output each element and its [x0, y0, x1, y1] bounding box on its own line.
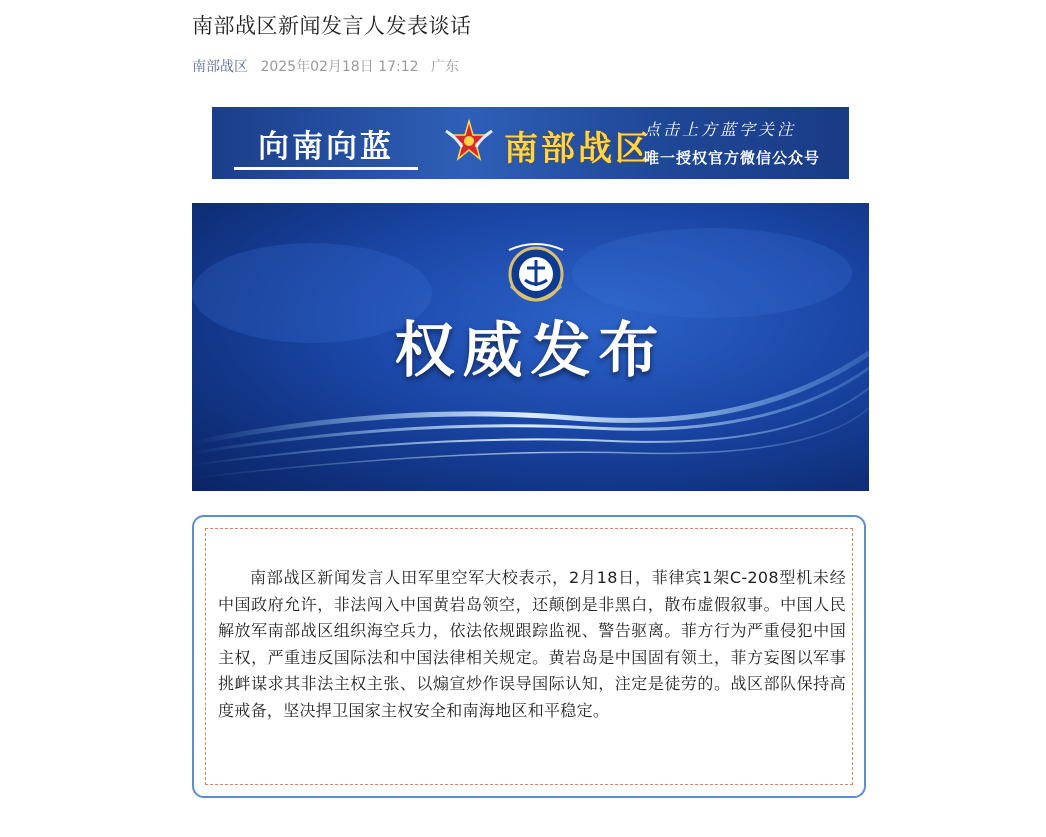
publish-location: 广东: [430, 59, 459, 75]
banner-follow-hint: 点击上方蓝字关注: [644, 120, 797, 139]
statement-box: [192, 515, 866, 798]
banner-slogan: 向南向蓝: [234, 127, 418, 170]
account-name-link[interactable]: 南部战区: [192, 59, 248, 75]
article-title: 南部战区新闻发言人发表谈话: [192, 14, 472, 38]
banner-official-account: 唯一授权官方微信公众号: [644, 149, 821, 167]
southern-theater-badge-icon: [501, 230, 571, 304]
statement-text: 南部战区新闻发言人田军里空军大校表示，2月18日，菲律宾1架C-208型机未经中国政府允许，非法闯入中国黄岩岛领空，还颠倒是非黑白，散布虚假叙事。中国人民解放军南部战区组织海空兵力，依法依规跟踪监视、警告驱离。菲方行为严重侵犯中国主权，严重违反国际法和中国法律相关规定。黄岩岛是中国固有领土，菲方妄图以军事挑衅谋求其非法主权主张、以煽宣炒作误导国际认知，注定是徒劳的。战区部队保持高度戒备，坚决捍卫国家主权安全和南海地区和平稳定。: [218, 568, 846, 720]
eagle-emblem-icon: [444, 117, 494, 167]
article-meta: [192, 56, 459, 76]
hero-image: [192, 203, 869, 491]
banner-theater-name: 南部战区: [504, 129, 652, 169]
follow-banner[interactable]: [212, 107, 849, 179]
publish-datetime: 2025年02月18日 17:12: [260, 59, 419, 75]
hero-headline: 权威发布: [394, 316, 667, 386]
